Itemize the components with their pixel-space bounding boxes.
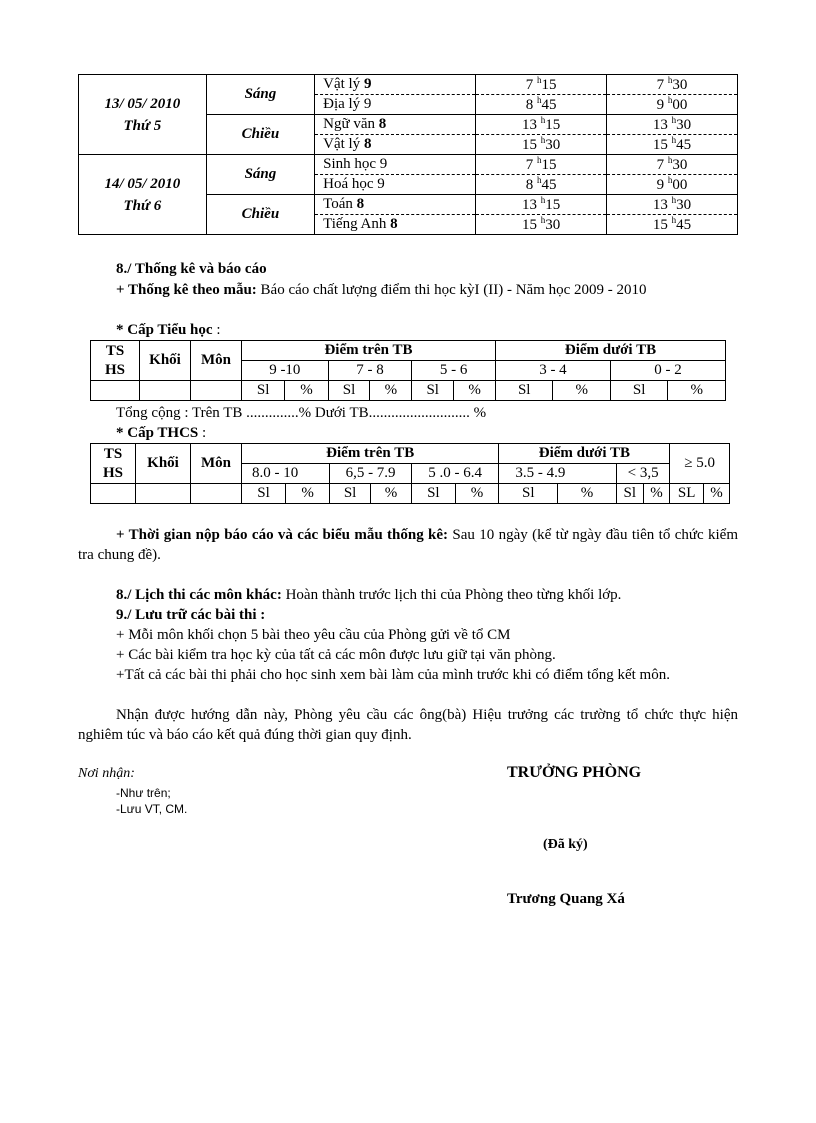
archive-item: +Tất cả các bài thi phải cho học sinh xem bài làm của mình trước khi có điểm tổng kết môn. [116, 667, 670, 683]
pct-cell: % [370, 381, 412, 401]
subject-text: Tiếng Anh [323, 216, 387, 232]
above-average-header: Điểm trên TB [242, 341, 496, 361]
below-average-header: Điểm dưới TB [495, 341, 725, 361]
recipient-line: -Như trên; [116, 786, 171, 800]
below-average-header: Điểm dưới TB [499, 444, 670, 464]
ts-hs-header: TS HS [91, 341, 140, 381]
exam-schedule-table [78, 74, 738, 235]
ts-hs-header: TS HS [91, 444, 136, 484]
start-time: 15 $^h$30 [476, 215, 607, 235]
subject-text: Địa lý 9 [323, 96, 372, 112]
schedule-row [79, 155, 738, 175]
sl-cell: Sl [242, 484, 286, 504]
template-text: Báo cáo chất lượng điểm thi học kỳI (II) - Năm học 2009 - 2010 [256, 282, 647, 298]
weekday-text: Thứ 6 [123, 197, 162, 214]
subject-text: Sinh học 9 [323, 156, 388, 172]
archive-item: + Các bài kiểm tra học kỳ của tất cả các môn được lưu giữ tại văn phòng. [116, 647, 556, 663]
recipient-line: -Lưu VT, CM. [116, 802, 188, 816]
signed-note: (Đã ký) [543, 837, 588, 852]
subject-cell [315, 215, 476, 235]
closing-paragraph: Nhận được hướng dẫn này, Phòng yêu cầu các ông(bà) Hiệu trưởng các trường tổ chức thực hiện nghiêm túc và báo cáo kết quả đúng thời gian quy định. [78, 707, 738, 743]
secondary-level-label: * Cấp THCS [116, 425, 199, 441]
subject-cell [315, 135, 476, 155]
end-time: 15 $^h$45 [607, 215, 738, 235]
session-name: Chiều [206, 115, 314, 155]
range-cell: ≥ 5.0 [670, 444, 730, 484]
subject-text: Toán [323, 196, 353, 212]
secondary-level-heading [78, 423, 738, 443]
end-time: 9 $^h$00 [607, 95, 738, 115]
range-cell: < 3,5 [616, 464, 670, 484]
recipients-title: Nơi nhận: [78, 766, 135, 781]
range-cell: 5 - 6 [412, 361, 496, 381]
subject-text: Vật lý [323, 76, 361, 92]
signer-name: Trương Quang Xá [507, 891, 625, 907]
primary-level-suffix: : [212, 322, 221, 338]
primary-level-heading [78, 320, 738, 340]
signer-title: TRƯỞNG PHÒNG [507, 764, 642, 781]
exam-date [79, 155, 207, 235]
subject-header: Môn [191, 444, 242, 484]
sl-cell: Sl [242, 381, 285, 401]
deadline-line [78, 525, 738, 565]
range-cell: 0 - 2 [610, 361, 725, 381]
other-subjects-label: 8./ Lịch thi các môn khác: [116, 587, 282, 603]
subject-cell [315, 155, 476, 175]
weekday-text: Thứ 5 [123, 117, 162, 134]
sl-cell: Sl [616, 484, 643, 504]
start-time: 13 $^h$15 [476, 195, 607, 215]
start-time: 8 $^h$45 [476, 175, 607, 195]
grade-text: 8 [363, 136, 372, 152]
sl-cell: Sl [495, 381, 553, 401]
session-name: Sáng [206, 75, 314, 115]
subject-text: Vật lý [323, 136, 361, 152]
range-cell: 5 .0 - 6.4 [411, 464, 498, 484]
subject-header: Môn [191, 341, 242, 381]
template-label: + Thống kê theo mẫu: [116, 282, 257, 298]
start-time: 15 $^h$30 [476, 135, 607, 155]
deadline-text: Sau 10 ngày (kể từ ngày đầu tiên tổ chức kiểm tra chung đề). [78, 527, 738, 563]
range-cell: 3.5 - 4.9 [499, 464, 617, 484]
other-subjects-text: Hoàn thành trước lịch thi của Phòng theo từng khối lớp. [281, 587, 622, 603]
range-cell: 6,5 - 7.9 [330, 464, 412, 484]
section-8-title: 8./ Thống kê và báo cáo [116, 261, 267, 277]
archive-title: 9./ Lưu trữ các bài thi : [116, 607, 266, 623]
deadline-label: + Thời gian nộp báo cáo và các biểu mẫu thống kê: [116, 527, 449, 543]
session-name: Sáng [206, 155, 314, 195]
session-name: Chiều [206, 195, 314, 235]
subject-cell [315, 175, 476, 195]
exam-date [79, 75, 207, 155]
pct-cell: % [703, 484, 729, 504]
subject-cell [315, 195, 476, 215]
sl-cell: Sl [328, 381, 370, 401]
primary-level-label: * Cấp Tiểu học [116, 322, 213, 338]
pct-cell: % [558, 484, 617, 504]
pct-cell: % [454, 381, 496, 401]
range-cell: 9 -10 [242, 361, 329, 381]
sl-cell: Sl [411, 484, 455, 504]
grade-text: 9 [363, 76, 372, 92]
subject-cell [315, 75, 476, 95]
grade-header: Khối [140, 341, 191, 381]
grade-text: 8 [356, 196, 365, 212]
start-time: 7 $^h$15 [476, 155, 607, 175]
pct-cell: % [643, 484, 670, 504]
range-cell: 3 - 4 [495, 361, 610, 381]
end-time: 13 $^h$30 [607, 195, 738, 215]
above-average-header: Điểm trên TB [242, 444, 499, 464]
subject-text: Hoá học 9 [323, 176, 385, 192]
end-time: 7 $^h$30 [607, 155, 738, 175]
start-time: 8 $^h$45 [476, 95, 607, 115]
archive-item: + Mỗi môn khối chọn 5 bài theo yêu cầu của Phòng gửi về tổ CM [116, 627, 511, 643]
pct-cell: % [553, 381, 610, 401]
end-time: 9 $^h$00 [607, 175, 738, 195]
secondary-level-suffix: : [198, 425, 207, 441]
start-time: 13 $^h$15 [476, 115, 607, 135]
sl-cell: Sl [330, 484, 371, 504]
pct-cell: % [455, 484, 499, 504]
end-time: 7 $^h$30 [607, 75, 738, 95]
sl-cell: Sl [610, 381, 668, 401]
pct-cell: % [285, 381, 328, 401]
range-cell: 8.0 - 10 [242, 464, 330, 484]
grade-text: 8 [390, 216, 398, 232]
grade-text: 8 [378, 116, 387, 132]
start-time: 7 $^h$15 [476, 75, 607, 95]
date-text: 13/ 05/ 2010 [104, 95, 181, 112]
total-line: Tổng cộng : Trên TB ..............% Dưới TB........................... % [116, 405, 487, 421]
pct-cell: % [668, 381, 726, 401]
template-line [78, 280, 738, 300]
secondary-stats-table [90, 443, 730, 504]
subject-cell [315, 115, 476, 135]
schedule-row [79, 75, 738, 95]
primary-stats-table [90, 340, 726, 401]
end-time: 13 $^h$30 [607, 115, 738, 135]
subject-cell [315, 95, 476, 115]
end-time: 15 $^h$45 [607, 135, 738, 155]
sl-cell: Sl [499, 484, 558, 504]
subject-text: Ngữ văn [323, 116, 375, 132]
sl-cell: Sl [412, 381, 454, 401]
pct-cell: % [371, 484, 412, 504]
grade-header: Khối [136, 444, 191, 484]
date-text: 14/ 05/ 2010 [104, 175, 181, 192]
range-cell: 7 - 8 [328, 361, 412, 381]
other-subjects-line [78, 585, 738, 605]
pct-cell: % [286, 484, 330, 504]
sl-cell: SL [670, 484, 704, 504]
